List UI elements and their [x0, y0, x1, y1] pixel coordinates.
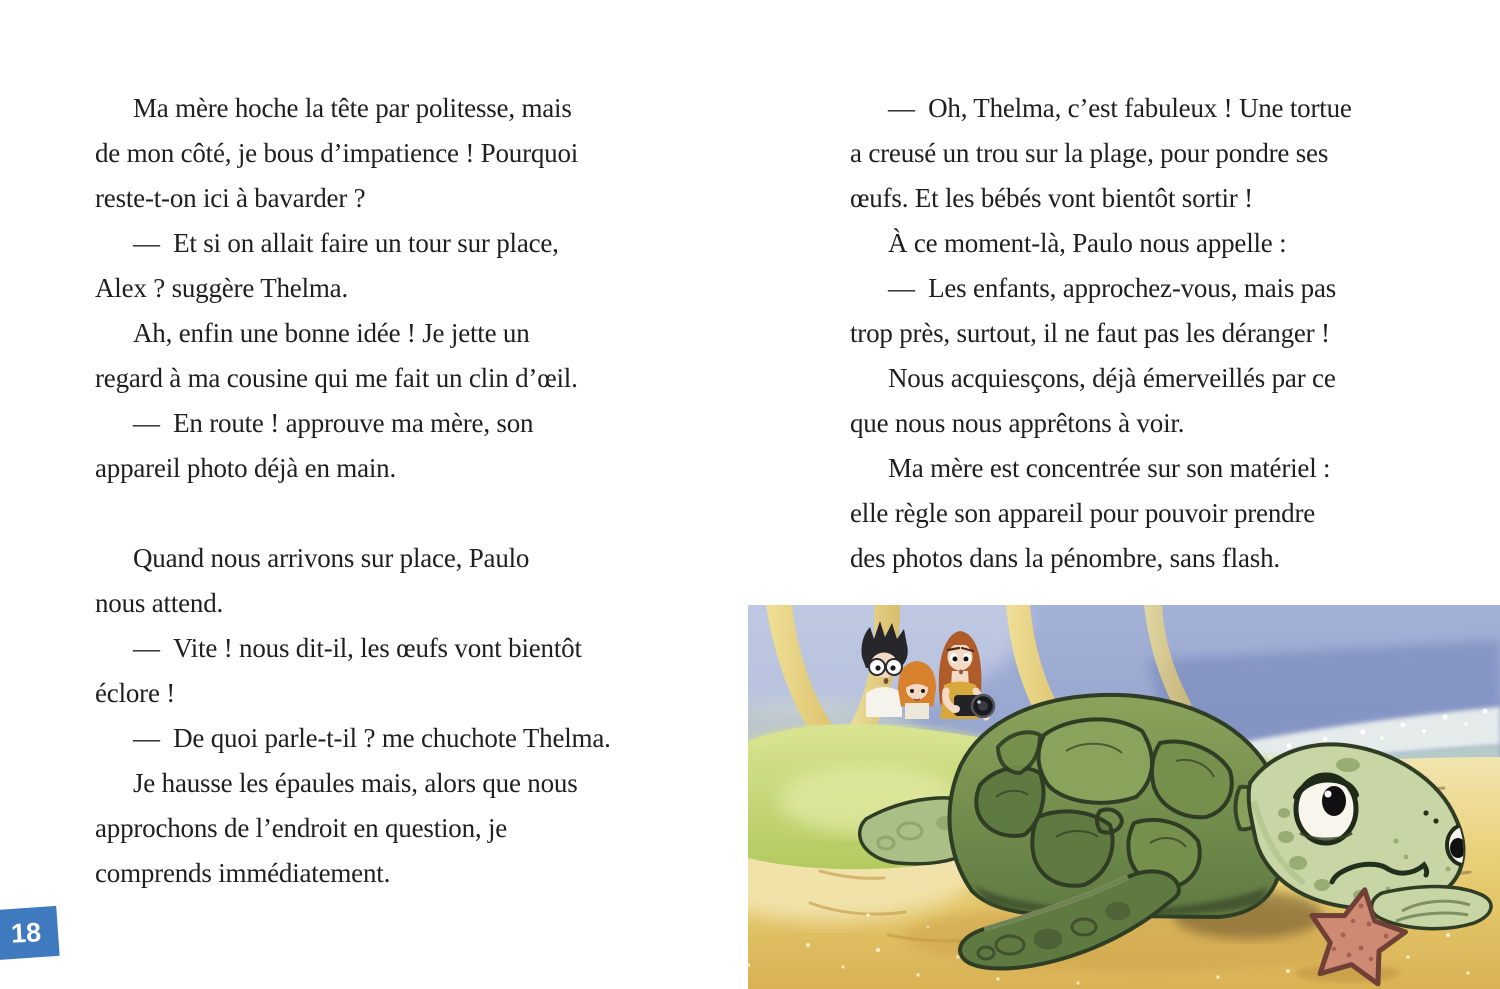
turtle-eye	[1296, 775, 1356, 843]
text-line: Nous acquiesçons, déjà émerveillés par ce	[888, 363, 1336, 393]
page-number-badge	[0, 906, 60, 960]
text-line: Quand nous arrivons sur place, Paulo	[133, 543, 530, 573]
text-line: regard à ma cousine qui me fait un clin d’œil.	[95, 363, 578, 393]
text-line: Alex ? suggère Thelma.	[95, 273, 349, 303]
text-line: elle règle son appareil pour pouvoir prendre	[850, 498, 1316, 528]
text-line: — En route ! approuve ma mère, son	[133, 408, 534, 438]
text-line: Ma mère est concentrée sur son matériel :	[888, 453, 1331, 483]
text-line: À ce moment-là, Paulo nous appelle :	[888, 228, 1287, 258]
beach-illustration	[748, 605, 1500, 989]
text-line: reste-t-on ici à bavarder ?	[95, 183, 366, 213]
text-line: — De quoi parle-t-il ? me chuchote Thelma.	[133, 723, 611, 753]
text-line: approchons de l’endroit en question, je	[95, 813, 508, 843]
text-line: — Les enfants, approchez-vous, mais pas	[888, 273, 1337, 303]
text-line	[95, 491, 650, 536]
text-line: — Oh, Thelma, c’est fabuleux ! Une tortue	[888, 93, 1352, 123]
left-text-column	[95, 86, 650, 896]
text-line: nous attend.	[95, 588, 224, 618]
text-line: — Vite ! nous dit-il, les œufs vont bientôt	[133, 633, 582, 663]
text-line: que nous nous apprêtons à voir.	[850, 408, 1185, 438]
turtle-right-flipper	[1372, 887, 1491, 929]
page-number: 18	[10, 916, 42, 949]
text-line: de mon côté, je bous d’impatience ! Pourquoi	[95, 138, 579, 168]
text-line: éclore !	[95, 678, 176, 708]
text-line: œufs. Et les bébés vont bientôt sortir !	[850, 183, 1253, 213]
text-line: Ma mère hoche la tête par politesse, mais	[133, 93, 572, 123]
text-line: comprends immédiatement.	[95, 858, 391, 888]
right-text-column	[850, 86, 1405, 581]
text-line: Je hausse les épaules mais, alors que nous	[133, 768, 578, 798]
text-line: appareil photo déjà en main.	[95, 453, 397, 483]
text-line: trop près, surtout, il ne faut pas les déranger !	[850, 318, 1330, 348]
text-line: des photos dans la pénombre, sans flash.	[850, 543, 1280, 573]
text-line: — Et si on allait faire un tour sur place,	[133, 228, 559, 258]
text-line: a creusé un trou sur la plage, pour pondre ses	[850, 138, 1329, 168]
text-line: Ah, enfin une bonne idée ! Je jette un	[133, 318, 530, 348]
